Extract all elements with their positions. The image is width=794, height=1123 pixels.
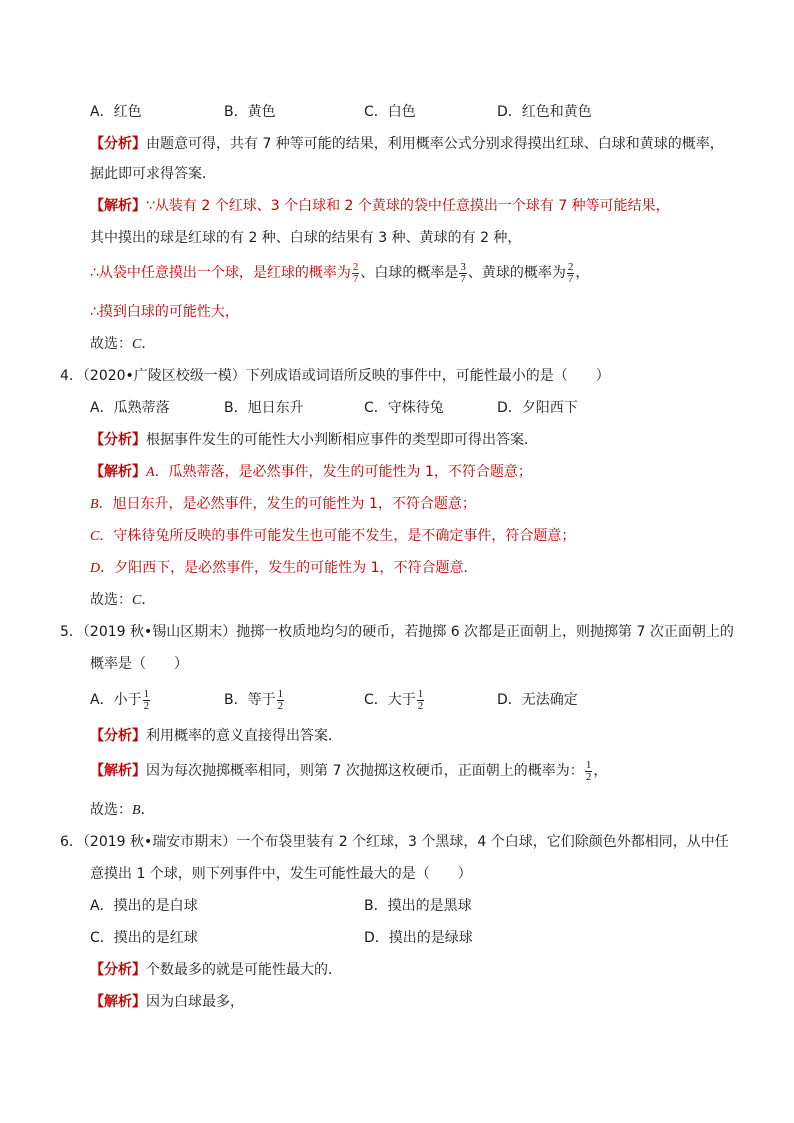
fraction-denominator: 2 <box>585 770 592 783</box>
q3-option-c: C．白色 <box>364 104 416 120</box>
q5-analysis <box>90 726 342 748</box>
option-letter: A <box>146 465 155 480</box>
q3-solution-text-3c: 、黄球的概率为 <box>467 265 566 281</box>
q3-solution-line-1 <box>90 196 670 218</box>
fraction-numerator: 3 <box>460 260 466 273</box>
answer-prefix: 故选： <box>90 592 132 608</box>
q4-solution-b <box>90 494 476 516</box>
fraction-numerator: 1 <box>417 687 424 700</box>
q6-option-a: A．摸出的是白球 <box>90 898 198 914</box>
fraction-red-prob <box>352 262 360 285</box>
q5-option-b-label: B．等于 <box>224 692 276 708</box>
answer-letter: B <box>132 803 141 818</box>
option-letter: D <box>90 561 101 576</box>
solution-tag: 【解析】 <box>90 198 146 214</box>
q4-analysis-text: 根据事件发生的可能性大小判断相应事件的类型即可得出答案． <box>146 432 538 448</box>
q4-answer <box>90 590 155 612</box>
fraction-numerator: 1 <box>585 758 592 771</box>
q4-options <box>90 398 710 420</box>
q5-option-a-label: A．小于 <box>90 692 142 708</box>
solution-tag: 【解析】 <box>90 464 146 480</box>
q5-option-c <box>364 684 425 716</box>
q3-solution-line-4: ∴摸到白球的可能性大， <box>90 304 239 320</box>
q3-solution-text-3a: ∴从袋中任意摸出一个球，是红球的概率为 <box>90 265 351 281</box>
q3-solution-text-3d: ， <box>575 265 590 281</box>
q6-option-c: C．摸出的是红球 <box>90 930 198 946</box>
answer-letter: C <box>132 337 142 352</box>
q3-answer <box>90 334 155 356</box>
fraction-denominator: 2 <box>143 699 150 712</box>
q4-stem: 4．（2020•广陵区校级一模）下列成语或词语所反映的事件中，可能性最小的是（ ） <box>60 368 610 384</box>
solution-tag: 【解析】 <box>90 994 146 1010</box>
q6-analysis <box>90 960 342 982</box>
answer-suffix: ． <box>140 802 155 818</box>
q3-option-d: D．红色和黄色 <box>497 104 592 120</box>
fraction-one-half <box>585 760 593 783</box>
answer-prefix: 故选： <box>90 802 132 818</box>
q6-option-d: D．摸出的是绿球 <box>364 930 473 946</box>
q5-solution <box>90 754 607 788</box>
fraction-numerator: 2 <box>567 260 574 273</box>
analysis-tag: 【分析】 <box>90 432 146 448</box>
answer-prefix: 故选： <box>90 336 132 352</box>
answer-letter: C <box>132 593 142 608</box>
q5-solution-text: 因为每次抛掷概率相同，则第 7 次抛掷这枚硬币，正面朝上的概率为： <box>146 763 584 779</box>
fraction-denominator: 7 <box>567 272 574 285</box>
q3-analysis-text-1: 由题意可得，共有 7 种等可能的结果，利用概率公式分别求得摸出红球、白球和黄球的概率， <box>146 136 724 152</box>
q4-analysis <box>90 430 538 452</box>
q4-solution-c <box>90 526 575 548</box>
solution-tag: 【解析】 <box>90 763 146 779</box>
q3-solution-line-2: 其中摸出的球是红球的有 2 种、白球的结果有 3 种、黄球的有 2 种， <box>90 230 522 246</box>
q3-solution-line-3 <box>90 258 589 288</box>
q3-option-a: A．红色 <box>90 104 142 120</box>
q6-solution <box>90 992 244 1014</box>
q4-solution-d <box>90 558 477 580</box>
q4-solution-b-text: ．旭日东升，是必然事件，发生的可能性为 1，不符合题意； <box>98 496 476 512</box>
q4-solution-c-text: ．守株待兔所反映的事件可能发生也可能不发生，是不确定事件，符合题意； <box>99 528 576 544</box>
fraction-numerator: 1 <box>277 687 284 700</box>
option-letter: B <box>90 497 99 512</box>
q4-solution-a <box>90 462 532 484</box>
q3-analysis-line-2: 据此即可求得答案． <box>90 166 216 182</box>
answer-suffix: ． <box>141 592 156 608</box>
q3-options <box>90 102 710 124</box>
fraction-one-half <box>143 689 151 712</box>
fraction-denominator: 7 <box>352 272 359 285</box>
q5-option-c-label: C．大于 <box>364 692 416 708</box>
q5-option-d: D．无法确定 <box>497 692 578 708</box>
q4-option-a: A．瓜熟蒂落 <box>90 400 170 416</box>
analysis-tag: 【分析】 <box>90 136 146 152</box>
q3-solution-text-3b: 、白球的概率是 <box>360 265 459 281</box>
q5-answer <box>90 800 155 822</box>
q4-option-c: C．守株待兔 <box>364 400 444 416</box>
q4-option-d: D．夕阳西下 <box>497 400 578 416</box>
fraction-numerator: 2 <box>352 260 359 273</box>
answer-suffix: ． <box>141 336 156 352</box>
q6-options-row-1 <box>90 896 710 918</box>
fraction-denominator: 2 <box>277 699 284 712</box>
fraction-numerator: 1 <box>143 687 150 700</box>
q5-analysis-text: 利用概率的意义直接得出答案． <box>146 728 342 744</box>
analysis-tag: 【分析】 <box>90 962 146 978</box>
q5-option-a <box>90 684 151 716</box>
q6-stem-line-1: 6．（2019 秋•瑞安市期末）一个布袋里装有 2 个红球，3 个黑球，4 个白球，它们除颜色外都相同，从中任 <box>60 834 729 850</box>
analysis-tag: 【分析】 <box>90 728 146 744</box>
q4-solution-a-text: ．瓜熟蒂落，是必然事件，发生的可能性为 1，不符合题意； <box>154 464 532 480</box>
q6-options-row-2 <box>90 928 710 950</box>
q5-option-b <box>224 684 285 716</box>
q4-option-b: B．旭日东升 <box>224 400 304 416</box>
fraction-denominator: 2 <box>417 699 424 712</box>
q6-stem-line-2: 意摸出 1 个球，则下列事件中，发生可能性最大的是（ ） <box>90 866 472 882</box>
q6-analysis-text: 个数最多的就是可能性最大的． <box>146 962 342 978</box>
fraction-denominator: 7 <box>460 272 466 285</box>
q4-solution-d-text: ．夕阳西下，是必然事件，发生的可能性为 1，不符合题意． <box>100 560 478 576</box>
q5-stem-line-2: 概率是（ ） <box>90 656 188 672</box>
fraction-one-half <box>417 689 425 712</box>
q5-stem-line-1: 5．（2019 秋•锡山区期末）抛掷一枚质地均匀的硬币，若抛掷 6 次都是正面朝上，则抛掷第 7 次正面朝上的 <box>60 624 734 640</box>
q6-solution-text: 因为白球最多， <box>146 994 244 1010</box>
option-letter: C <box>90 529 100 544</box>
q6-option-b: B．摸出的是黑球 <box>364 898 472 914</box>
fraction-yellow-prob <box>567 262 575 285</box>
q5-options <box>90 684 710 716</box>
q5-solution-end: ， <box>593 763 608 779</box>
q3-solution-text-1: ∵从装有 2 个红球、3 个白球和 2 个黄球的袋中任意摸出一个球有 7 种等可能结果， <box>146 198 670 214</box>
q3-option-b: B．黄色 <box>224 104 276 120</box>
q3-analysis-line-1 <box>90 134 724 156</box>
fraction-white-prob <box>459 262 467 285</box>
fraction-one-half <box>277 689 285 712</box>
